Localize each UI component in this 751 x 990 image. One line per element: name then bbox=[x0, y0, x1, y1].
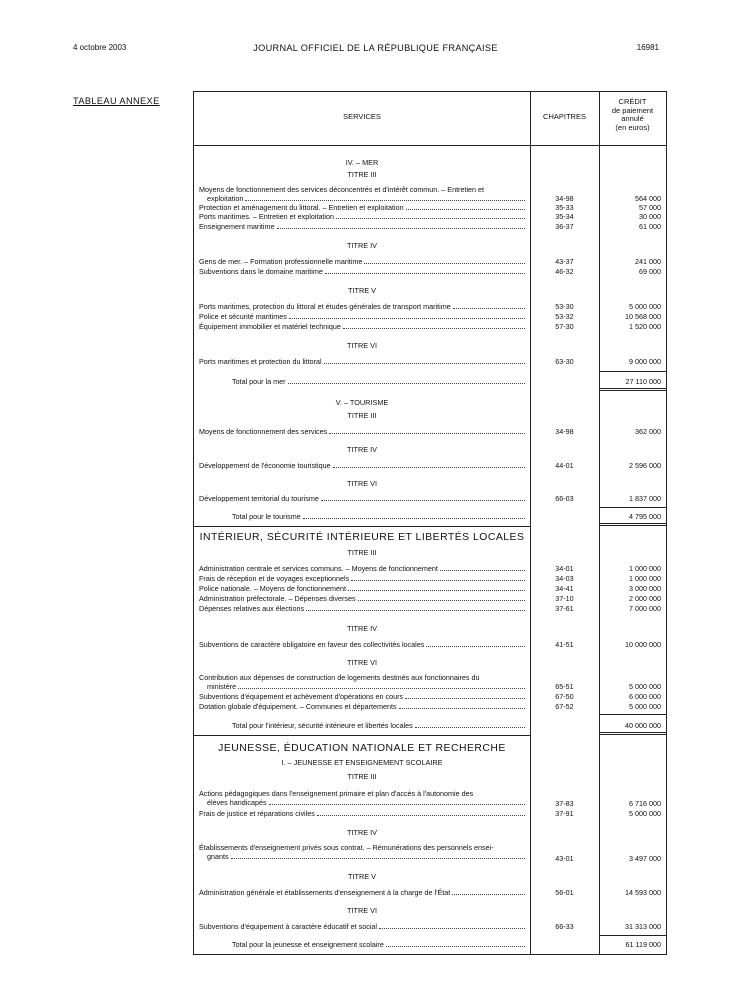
titre-heading: TITRE IV bbox=[347, 828, 377, 837]
table-row: Équipement immobilier et matériel technique bbox=[199, 322, 525, 331]
total-row: Total pour la mer bbox=[232, 377, 525, 386]
chapter-code: 37-91 bbox=[555, 809, 574, 818]
total-row: Total pour l'intérieur, sécurité intérieure et libertés locales bbox=[232, 721, 525, 730]
chapter-code: 37-83 bbox=[555, 799, 574, 808]
chapter-code: 43-01 bbox=[555, 854, 574, 863]
total-amount: 4 795 000 bbox=[629, 512, 661, 521]
table-row: Frais de justice et réparations civiles bbox=[199, 809, 525, 818]
chapter-code: 37-10 bbox=[555, 594, 574, 603]
titre-heading: TITRE V bbox=[348, 286, 376, 295]
table-row: Établissements d'enseignement privés sous contrat. – Rémunérations des personnels ensei- gnants bbox=[199, 843, 525, 861]
credit-amount: 5 000 000 bbox=[629, 809, 661, 818]
chapter-code: 41-51 bbox=[555, 640, 574, 649]
titre-heading: TITRE IV bbox=[347, 445, 377, 454]
chapter-code: 57-30 bbox=[555, 322, 574, 331]
table-row: Actions pédagogiques dans l'enseignement primaire et plan d'accès à l'autonomie des élèves handicapés bbox=[199, 789, 525, 807]
credit-amount: 1 837 000 bbox=[629, 494, 661, 503]
titre-heading: TITRE IV bbox=[347, 241, 377, 250]
total-amount: 40 000 000 bbox=[625, 721, 661, 730]
table-row: Ports maritimes, protection du littoral et études générales de transport maritime bbox=[199, 302, 525, 311]
chapter-code: 43-37 bbox=[555, 257, 574, 266]
header-journal-title: JOURNAL OFFICIEL DE LA RÉPUBLIQUE FRANÇAISE bbox=[253, 43, 498, 53]
credit-amount: 564 000 bbox=[635, 194, 661, 203]
credit-amount: 10 000 000 bbox=[625, 640, 661, 649]
total-rule bbox=[599, 371, 666, 372]
credit-amount: 1 000 000 bbox=[629, 564, 661, 573]
chapter-code: 35-33 bbox=[555, 203, 574, 212]
header-date: 4 octobre 2003 bbox=[73, 43, 127, 52]
credit-amount: 5 000 000 bbox=[629, 302, 661, 311]
table-row: Contribution aux dépenses de construction de logements destinés aux fonctionnaires du ministère bbox=[199, 673, 525, 691]
chapter-code: 35-34 bbox=[555, 212, 574, 221]
credit-amount: 2 000 000 bbox=[629, 594, 661, 603]
total-rule bbox=[599, 732, 666, 735]
titre-heading: TITRE V bbox=[348, 872, 376, 881]
credit-amount: 69 000 bbox=[639, 267, 661, 276]
table-row: Développement territorial du tourisme bbox=[199, 494, 525, 503]
chapter-code: 65-51 bbox=[555, 682, 574, 691]
table-row: Enseignement maritime bbox=[199, 222, 525, 231]
credit-amount: 31 313 000 bbox=[625, 922, 661, 931]
table-row: Police et sécurité maritimes bbox=[199, 312, 525, 321]
col-header-chapitres: CHAPITRES bbox=[543, 112, 586, 121]
table-row: Développement de l'économie touristique bbox=[199, 461, 525, 470]
credit-amount: 5 000 000 bbox=[629, 682, 661, 691]
chapter-code: 34-01 bbox=[555, 564, 574, 573]
credit-amount: 57 000 bbox=[639, 203, 661, 212]
credit-amount: 7 000 000 bbox=[629, 604, 661, 613]
table-row: Moyens de fonctionnement des services déconcentrés et d'intérêt commun. – Entretien et exploitation bbox=[199, 185, 525, 203]
chapter-code: 34-98 bbox=[555, 194, 574, 203]
chapter-code: 53-32 bbox=[555, 312, 574, 321]
total-rule bbox=[599, 507, 666, 508]
titre-heading: TITRE VI bbox=[347, 906, 377, 915]
chapter-code: 34-41 bbox=[555, 584, 574, 593]
table-row: Moyens de fonctionnement des services bbox=[199, 427, 525, 436]
subsection-heading: I. – JEUNESSE ET ENSEIGNEMENT SCOLAIRE bbox=[281, 758, 443, 767]
total-rule bbox=[599, 935, 666, 936]
credit-amount: 5 000 000 bbox=[629, 702, 661, 711]
table-row: Administration centrale et services communs. – Moyens de fonctionnement bbox=[199, 564, 525, 573]
total-row: Total pour le tourisme bbox=[232, 512, 525, 521]
col-header-credit: CRÉDIT de paiement annulé (en euros) bbox=[611, 97, 654, 132]
chapter-code: 66-03 bbox=[555, 494, 574, 503]
titre-heading: TITRE III bbox=[347, 772, 377, 781]
table-row: Ports maritimes et protection du littoral bbox=[199, 357, 525, 366]
table-row: Police nationale. – Moyens de fonctionnement bbox=[199, 584, 525, 593]
table-row: Administration préfectorale. – Dépenses diverses bbox=[199, 594, 525, 603]
credits-table bbox=[193, 91, 667, 955]
table-row: Gens de mer. – Formation professionnelle maritime bbox=[199, 257, 525, 266]
table-row: Dépenses relatives aux élections bbox=[199, 604, 525, 613]
table-row: Subventions dans le domaine maritime bbox=[199, 267, 525, 276]
col-header-services: SERVICES bbox=[343, 112, 381, 121]
chapter-code: 67-52 bbox=[555, 702, 574, 711]
table-row: Administration générale et établissements d'enseignement à la charge de l'État bbox=[199, 888, 525, 897]
section-heading-interieur: INTÉRIEUR, SÉCURITÉ INTÉRIEURE ET LIBERTÉS LOCALES bbox=[199, 532, 525, 543]
titre-heading: TITRE VI bbox=[347, 479, 377, 488]
credit-amount: 9 000 000 bbox=[629, 357, 661, 366]
section-rule bbox=[194, 735, 530, 736]
section-heading-jeunesse: JEUNESSE, ÉDUCATION NATIONALE ET RECHERCHE bbox=[218, 743, 506, 754]
section-heading-tourisme: V. – TOURISME bbox=[335, 398, 389, 407]
table-row: Dotation globale d'équipement. – Communes et départements bbox=[199, 702, 525, 711]
credit-amount: 3 497 000 bbox=[629, 854, 661, 863]
section-rule bbox=[194, 526, 530, 527]
titre-heading: TITRE VI bbox=[347, 341, 377, 350]
total-rule bbox=[599, 523, 666, 526]
chapter-code: 34-98 bbox=[555, 427, 574, 436]
credit-amount: 3 000 000 bbox=[629, 584, 661, 593]
chapter-code: 67-50 bbox=[555, 692, 574, 701]
credit-amount: 241 000 bbox=[635, 257, 661, 266]
table-row: Ports maritimes. – Entretien et exploitation bbox=[199, 212, 525, 221]
chapter-code: 34-03 bbox=[555, 574, 574, 583]
chapter-code: 36-37 bbox=[555, 222, 574, 231]
chapter-code: 46-32 bbox=[555, 267, 574, 276]
credit-amount: 30 000 bbox=[639, 212, 661, 221]
titre-heading: TITRE IV bbox=[347, 624, 377, 633]
chapter-code: 63-30 bbox=[555, 357, 574, 366]
credit-amount: 6 000 000 bbox=[629, 692, 661, 701]
annex-label: TABLEAU ANNEXE bbox=[73, 96, 160, 106]
titre-heading: TITRE III bbox=[347, 170, 377, 179]
table-row: Frais de réception et de voyages exceptionnels bbox=[199, 574, 525, 583]
chapter-code: 56-01 bbox=[555, 888, 574, 897]
total-amount: 27 110 000 bbox=[625, 377, 661, 386]
total-amount: 61 119 000 bbox=[625, 940, 661, 949]
titre-heading: TITRE III bbox=[347, 411, 377, 420]
credit-amount: 61 000 bbox=[639, 222, 661, 231]
credit-amount: 10 568 000 bbox=[625, 312, 661, 321]
credit-amount: 2 596 000 bbox=[629, 461, 661, 470]
credit-amount: 362 000 bbox=[635, 427, 661, 436]
header-page-number: 16981 bbox=[636, 43, 659, 52]
chapter-code: 53-30 bbox=[555, 302, 574, 311]
titre-heading: TITRE VI bbox=[347, 658, 377, 667]
chapter-code: 44-01 bbox=[555, 461, 574, 470]
titre-heading: TITRE III bbox=[347, 548, 377, 557]
total-rule bbox=[599, 388, 666, 391]
table-row: Subventions d'équipement à caractère éducatif et social bbox=[199, 922, 525, 931]
credit-amount: 1 000 000 bbox=[629, 574, 661, 583]
credit-amount: 6 716 000 bbox=[629, 799, 661, 808]
credit-amount: 14 593 000 bbox=[625, 888, 661, 897]
chapter-code: 66-33 bbox=[555, 922, 574, 931]
table-row: Subventions de caractère obligatoire en faveur des collectivités locales bbox=[199, 640, 525, 649]
table-row: Protection et aménagement du littoral. – Entretien et exploitation bbox=[199, 203, 525, 212]
table-row: Subventions d'équipement et achèvement d'opérations en cours bbox=[199, 692, 525, 701]
credit-amount: 1 520 000 bbox=[629, 322, 661, 331]
total-rule bbox=[599, 714, 666, 715]
section-heading-mer: IV. – MER bbox=[345, 158, 379, 167]
chapter-code: 37-61 bbox=[555, 604, 574, 613]
total-row: Total pour la jeunesse et enseignement scolaire bbox=[232, 940, 525, 949]
